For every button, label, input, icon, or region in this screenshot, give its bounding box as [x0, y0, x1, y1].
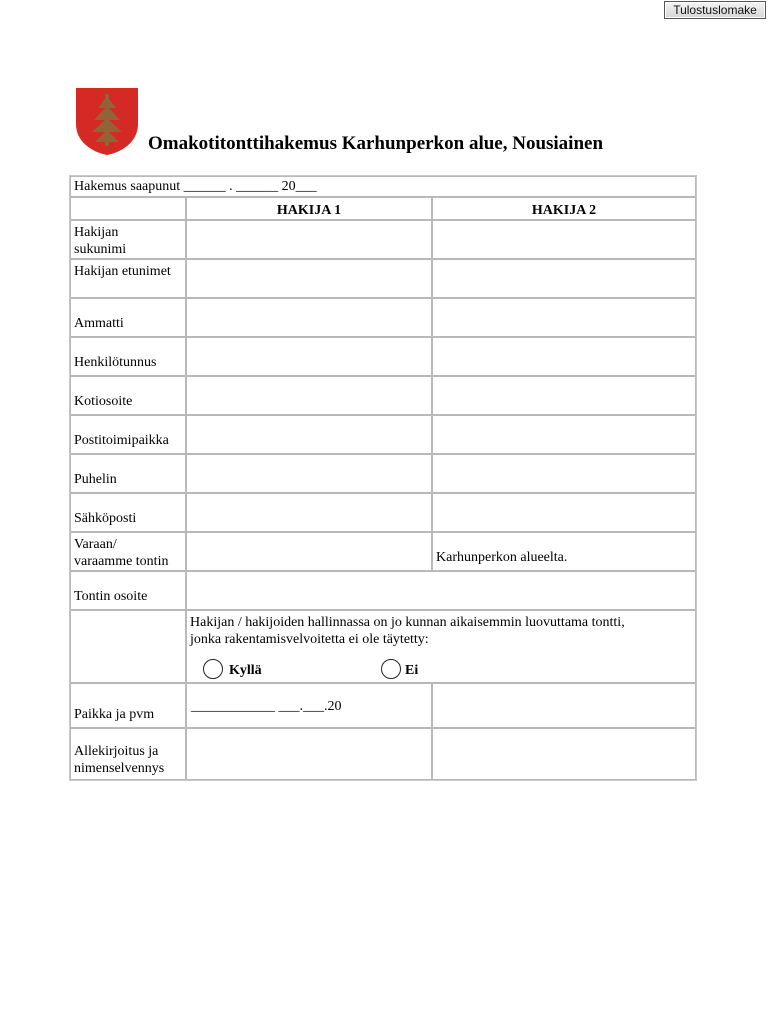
- label-postal: [70, 415, 186, 454]
- label-email: [70, 493, 186, 532]
- firstnames-field-applicant-2[interactable]: [432, 259, 696, 298]
- occupation-field-applicant-1[interactable]: [186, 298, 432, 337]
- label-surname-line1: Hakijan: [74, 225, 119, 240]
- postal-field-applicant-2[interactable]: [432, 415, 696, 454]
- label-occupation: [70, 298, 186, 337]
- label-firstnames: [70, 259, 186, 298]
- label-reserve-line2: varaamme tontin: [74, 554, 169, 569]
- firstnames-field-applicant-1[interactable]: [186, 259, 432, 298]
- label-address-text: Kotiosoite: [74, 394, 133, 409]
- no-radio-button[interactable]: [381, 659, 401, 679]
- no-radio-label: Ei: [405, 663, 419, 678]
- question-text-line2: jonka rakentamisvelvoitetta ei ole täytetty:: [190, 632, 429, 647]
- existing-plot-question-cell: [186, 610, 696, 683]
- page-title: Omakotitonttihakemus Karhunperkon alue, Nousiainen: [148, 133, 604, 154]
- column-header-applicant-1: HAKIJA 1: [186, 197, 432, 220]
- label-signature-line1: Allekirjoitus ja: [74, 744, 159, 759]
- label-reserve-line1: Varaan/: [74, 537, 117, 552]
- label-phone-text: Puhelin: [74, 472, 117, 487]
- place-date-field-applicant-2[interactable]: [432, 683, 696, 728]
- label-phone: [70, 454, 186, 493]
- label-surname: [70, 220, 186, 259]
- label-address: [70, 376, 186, 415]
- place-date-blank-line: ____________ ___.___.20: [191, 699, 342, 714]
- plot-address-field[interactable]: [186, 571, 696, 610]
- column-header-applicant-2: HAKIJA 2: [432, 197, 696, 220]
- header-blank-cell: [70, 197, 186, 220]
- question-text-line1: Hakijan / hakijoiden hallinnassa on jo kunnan aikaisemmin luovuttama tontti,: [190, 615, 625, 630]
- label-signature-line2: nimenselvennys: [74, 761, 165, 776]
- reserve-area-text-cell: [432, 532, 696, 571]
- address-field-applicant-1[interactable]: [186, 376, 432, 415]
- label-occupation-text: Ammatti: [74, 316, 124, 331]
- label-postal-text: Postitoimipaikka: [74, 433, 169, 448]
- postal-field-applicant-1[interactable]: [186, 415, 432, 454]
- label-email-text: Sähköposti: [74, 511, 137, 526]
- signature-field-applicant-1[interactable]: [186, 728, 432, 780]
- surname-field-applicant-2[interactable]: [432, 220, 696, 259]
- signature-field-applicant-2[interactable]: [432, 728, 696, 780]
- coat-of-arms-logo: [74, 86, 140, 156]
- address-field-applicant-2[interactable]: [432, 376, 696, 415]
- label-place-date: [70, 683, 186, 728]
- print-form-button[interactable]: Tulostuslomake: [664, 1, 766, 19]
- question-blank-cell: [70, 610, 186, 683]
- label-id-number: [70, 337, 186, 376]
- label-place-date-text: Paikka ja pvm: [74, 707, 155, 722]
- yes-radio-label: Kyllä: [229, 663, 262, 678]
- received-date-text: Hakemus saapunut ______ . ______ 20___: [74, 179, 317, 194]
- email-field-applicant-1[interactable]: [186, 493, 432, 532]
- received-date-row: [70, 176, 696, 197]
- label-reserve-plot: [70, 532, 186, 571]
- label-signature: [70, 728, 186, 780]
- id-number-field-applicant-1[interactable]: [186, 337, 432, 376]
- phone-field-applicant-2[interactable]: [432, 454, 696, 493]
- label-surname-line2: sukunimi: [74, 242, 127, 257]
- phone-field-applicant-1[interactable]: [186, 454, 432, 493]
- email-field-applicant-2[interactable]: [432, 493, 696, 532]
- label-plot-address: [70, 571, 186, 610]
- label-plot-address-text: Tontin osoite: [74, 589, 148, 604]
- yes-radio-button[interactable]: [203, 659, 223, 679]
- occupation-field-applicant-2[interactable]: [432, 298, 696, 337]
- label-firstnames-text: Hakijan etunimet: [74, 264, 171, 279]
- reserve-plot-field[interactable]: [186, 532, 432, 571]
- surname-field-applicant-1[interactable]: [186, 220, 432, 259]
- id-number-field-applicant-2[interactable]: [432, 337, 696, 376]
- reserve-area-text: Karhunperkon alueelta.: [436, 550, 568, 565]
- label-id-number-text: Henkilötunnus: [74, 355, 157, 370]
